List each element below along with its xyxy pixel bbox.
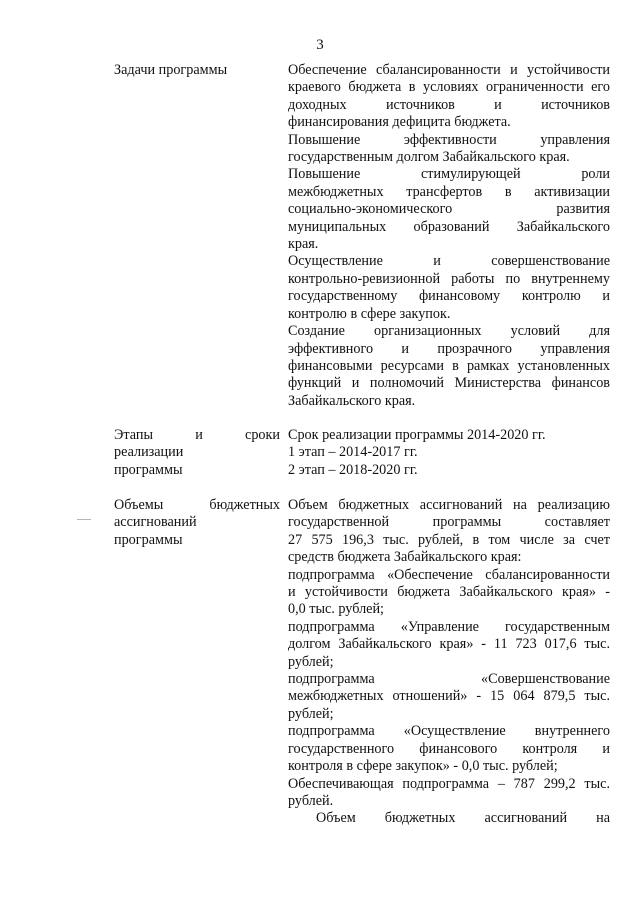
text-line: Объем бюджетных ассигнований на	[316, 810, 610, 827]
text-line: доходных источников и источников	[288, 96, 610, 113]
text-line: 0,0 тыс. рублей;	[288, 601, 384, 618]
text-line: государственного финансового контроля и	[288, 740, 610, 757]
text-line: программы	[114, 461, 183, 478]
paragraph	[288, 567, 610, 619]
text-line: эффективного и прозрачного управления	[288, 340, 610, 357]
section-label	[114, 62, 280, 79]
text-line: Объем бюджетных ассигнований на реализацию	[288, 497, 610, 513]
section-content	[288, 427, 610, 479]
text-line: государственной программы составляет	[288, 514, 610, 531]
paragraph	[288, 671, 610, 723]
page-number: 3	[316, 37, 324, 53]
text-line: рублей;	[288, 653, 334, 670]
paragraph	[288, 323, 610, 410]
paragraph	[288, 619, 610, 671]
text-line: контролю в сфере закупок.	[288, 305, 451, 322]
section-label	[114, 427, 280, 479]
text-line: Этапы и сроки	[114, 427, 280, 443]
margin-mark	[77, 519, 91, 520]
text-line: реализации	[114, 444, 184, 461]
text-line: финансовыми ресурсами в рамках установленных	[288, 357, 610, 374]
text-line: Срок реализации программы 2014-2020 гг.	[288, 427, 546, 443]
text-line: контрольно-ревизионной работы по внутреннему	[288, 270, 610, 287]
text-line: государственному финансовому контролю и	[288, 288, 610, 305]
text-line: межбюджетных отношений» - 15 064 879,5 тыс.	[288, 688, 610, 705]
text-line: рублей;	[288, 705, 334, 722]
paragraph	[288, 427, 610, 479]
text-line: программы	[114, 531, 183, 548]
text-line: края.	[288, 236, 319, 253]
text-line: государственным долгом Забайкальского края.	[288, 149, 570, 166]
text-line: и устойчивости бюджета Забайкальского края» -	[288, 584, 610, 601]
text-line: Повышение стимулирующей роли	[288, 166, 610, 183]
paragraph	[288, 497, 610, 567]
section-content	[288, 497, 610, 828]
text-line: средств бюджета Забайкальского края:	[288, 549, 522, 566]
paragraph	[288, 723, 610, 775]
text-line: Создание организационных условий для	[288, 323, 610, 340]
text-line: подпрограмма «Обеспечение сбалансированности	[288, 566, 610, 583]
text-line: социально-экономического развития	[288, 201, 610, 218]
text-line: Обеспечивающая подпрограмма – 787 299,2 тыс.	[288, 775, 610, 792]
text-line: 1 этап – 2014-2017 гг.	[288, 444, 418, 461]
text-line: муниципальных образований Забайкальского	[288, 218, 610, 235]
text-line: Осуществление и совершенствование	[288, 253, 610, 270]
text-line: рублей.	[288, 792, 334, 809]
paragraph	[288, 62, 610, 132]
text-line: Обеспечение сбалансированности и устойчивости	[288, 62, 610, 78]
text-line: Повышение эффективности управления	[288, 131, 610, 148]
paragraph	[288, 166, 610, 253]
text-line: финансирования дефицита бюджета.	[288, 114, 511, 131]
text-line: долгом Забайкальского края» - 11 723 017,6 тыс.	[288, 636, 610, 653]
text-line: межбюджетных трансфертов в активизации	[288, 183, 610, 200]
paragraph	[288, 776, 610, 811]
text-line: подпрограмма «Совершенствование	[288, 671, 610, 688]
text-line: Объемы бюджетных	[114, 497, 280, 513]
text-line: 27 575 196,3 тыс. рублей, в том числе за счет	[288, 531, 610, 548]
section-content	[288, 62, 610, 410]
label-line: Задачи программы	[114, 62, 228, 78]
paragraph	[288, 132, 610, 167]
section-label	[114, 497, 280, 549]
text-line: подпрограмма «Осуществление внутреннего	[288, 723, 610, 740]
text-line: 2 этап – 2018-2020 гг.	[288, 461, 418, 478]
text-line: подпрограмма «Управление государственным	[288, 618, 610, 635]
paragraph	[288, 253, 610, 323]
text-line: Забайкальского края.	[288, 392, 416, 409]
text-line: краевого бюджета в условиях ограниченности его	[288, 79, 610, 96]
text-line: контроля в сфере закупок» - 0,0 тыс. рублей;	[288, 758, 558, 775]
text-line: функций и полномочий Министерства финансов	[288, 375, 610, 392]
text-line: ассигнований	[114, 514, 197, 531]
paragraph	[288, 810, 610, 827]
